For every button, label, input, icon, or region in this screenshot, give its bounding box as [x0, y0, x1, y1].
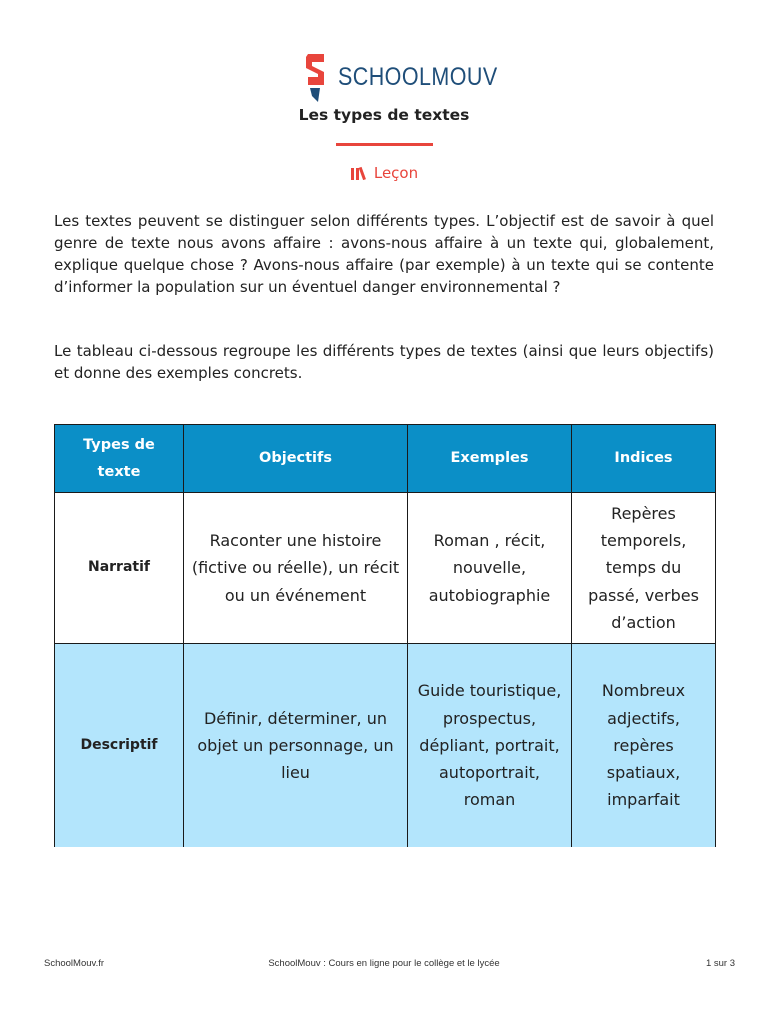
column-header-indices: Indices	[572, 425, 716, 493]
title-underline	[336, 143, 433, 146]
cell-exemples: Guide touristique, prospectus, dépliant, portrait, autoportrait, roman	[408, 644, 572, 848]
footer-site: SchoolMouv.fr	[44, 958, 105, 969]
section-label	[0, 164, 768, 182]
footer-tagline: SchoolMouv : Cours en ligne pour le collège et le lycée	[268, 958, 500, 969]
cell-indices: Nombreux adjectifs, repères spatiaux, imparfait	[572, 644, 716, 848]
schoolmouv-s-mark-icon	[300, 52, 330, 102]
column-header-types: Types de texte	[55, 425, 184, 493]
cell-indices: Repères temporels, temps du passé, verbes d’action	[572, 493, 716, 644]
column-header-objectifs: Objectifs	[184, 425, 408, 493]
cell-objectifs: Raconter une histoire (fictive ou réelle), un récit ou un événement	[184, 493, 408, 644]
table-row	[55, 493, 716, 644]
cell-objectifs: Définir, déterminer, un objet un personnage, un lieu	[184, 644, 408, 848]
section-label-text: Leçon	[373, 164, 419, 182]
page-title: Les types de textes	[298, 106, 470, 124]
cell-exemples: Roman , récit, nouvelle, autobiographie	[408, 493, 572, 644]
brand-name: SCHOOLMOUV	[338, 62, 498, 91]
books-icon	[350, 166, 370, 180]
column-header-exemples: Exemples	[408, 425, 572, 493]
schoolmouv-logo	[300, 52, 524, 102]
cell-type: Narratif	[55, 493, 184, 644]
cell-type: Descriptif	[55, 644, 184, 848]
text-types-table	[54, 424, 716, 847]
footer-page-number: 1 sur 3	[705, 958, 735, 969]
intro-paragraph: Les textes peuvent se distinguer selon différents types. L’objectif est de savoir à quel genre de texte nous avons affaire : avons-nous affaire à un texte qui, globalement, explique quelque chose ? Avons-nous affaire (par exemple) à un texte qui se contente d’informer la population sur un éventuel danger environnemental ?	[54, 212, 714, 296]
table-intro-paragraph: Le tableau ci-dessous regroupe les différents types de textes (ainsi que leurs objectifs) et donne des exemples concrets.	[54, 342, 714, 382]
table-row	[55, 644, 716, 848]
table-header-row	[55, 425, 716, 493]
